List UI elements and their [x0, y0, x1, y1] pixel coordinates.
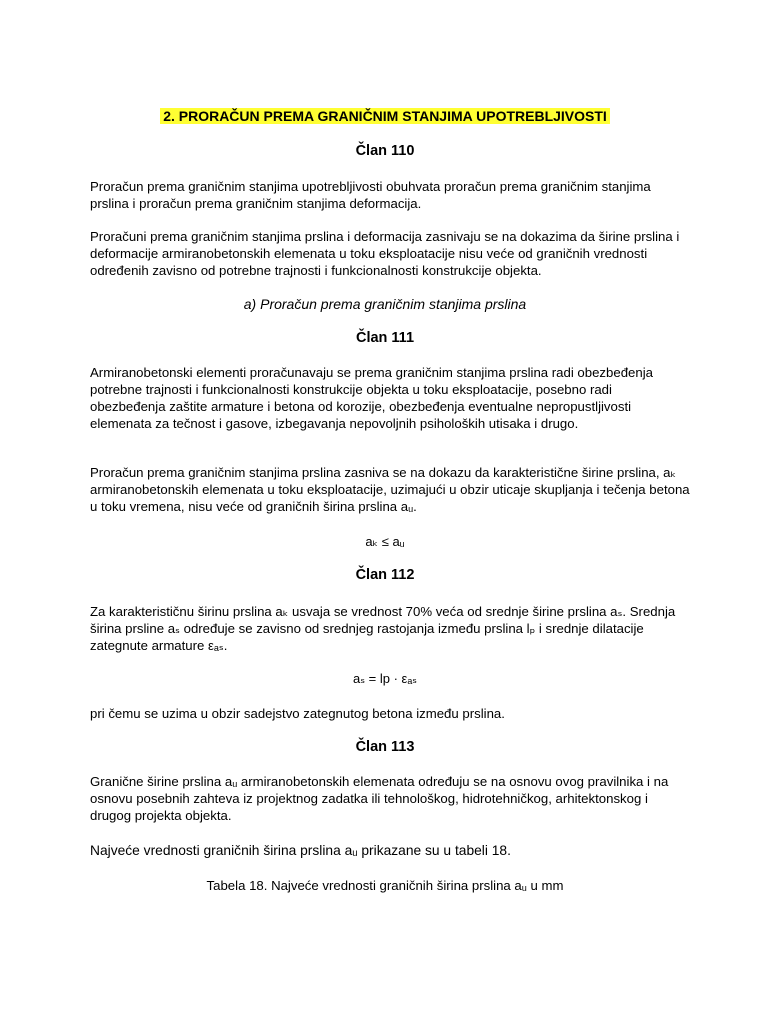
clan-112-title: Član 112 [355, 567, 415, 583]
clan-113-title: Član 113 [355, 739, 415, 755]
paragraph-5: Za karakterističnu širinu prslina aₖ usvaja se vrednost 70% veća od srednje širine prslina aₛ. Srednja širina prsline aₛ određuje se zavisno od srednjeg rastojanja između prslina lₚ i srednje dilatacije zategnute armature εₐₛ. [90, 604, 676, 653]
paragraph-4: Proračun prema graničnim stanjima prslina zasniva se na dokazu da karakteristične širine prslina, aₖ armiranobetonskih elemenata u toku eksploatacije, uzimajući u obzir uticaje skupljanja i tečenja betona u toku vremena, nisu veće od graničnih širina prslina aᵤ. [90, 465, 690, 514]
clan-111-title: Član 111 [355, 330, 415, 346]
clan-110-title: Član 110 [355, 143, 415, 159]
subsection-a-title: a) Proračun prema graničnim stanjima prslina [243, 296, 527, 312]
paragraph-6: pri čemu se uzima u obzir sadejstvo zategnutog betona između prslina. [90, 706, 505, 721]
paragraph-3: Armiranobetonski elementi proračunavaju se prema graničnim stanjima prslina radi obezbeđenja potrebne trajnosti i funkcionalnosti konstrukcije objekta u toku eksploatacije, posebno radi obezbeđenja zaštite armature i betona od korozije, obezbeđenja eventualne nepropustljivosti elemenata za tečnost i gasove, izbegavanja nepovoljnih psiholoških utisaka i drugo. [90, 365, 653, 431]
section-heading-text: 2. PRORAČUN PREMA GRANIČNIM STANJIMA UPOTREBLJIVOSTI [160, 108, 610, 124]
paragraph-1: Proračun prema graničnim stanjima upotrebljivosti obuhvata proračun prema graničnim stanjima prslina i proračun prema graničnim stanjima deformacija. [90, 179, 651, 211]
formula-mean-crack: aₛ = lp · εₐₛ [352, 671, 418, 686]
paragraph-8: Najveće vrednosti graničnih širina prslina aᵤ prikazane su u tabeli 18. [90, 843, 511, 858]
section-heading [80, 108, 690, 125]
formula-crack-limit: aₖ ≤ aᵤ [365, 534, 405, 549]
table-18-caption: Tabela 18. Najveće vrednosti graničnih širina prslina aᵤ u mm [206, 878, 564, 893]
paragraph-7: Granične širine prslina aᵤ armiranobetonskih elemenata određuju se na osnovu ovog pravilnika i na osnovu posebnih zahteva iz projektnog zadatka ili tehnološkog, hidrotehničkog, arhitektonskog i drugog projekta objekta. [90, 774, 669, 823]
paragraph-2: Proračuni prema graničnim stanjima prslina i deformacija zasnivaju se na dokazima da širine prslina i deformacije armiranobetonskih elemenata u toku eksploatacije nisu veće od graničnih vrednosti određenih zavisno od potrebne trajnosti i funkcionalnosti konstrukcije objekta. [90, 229, 680, 278]
